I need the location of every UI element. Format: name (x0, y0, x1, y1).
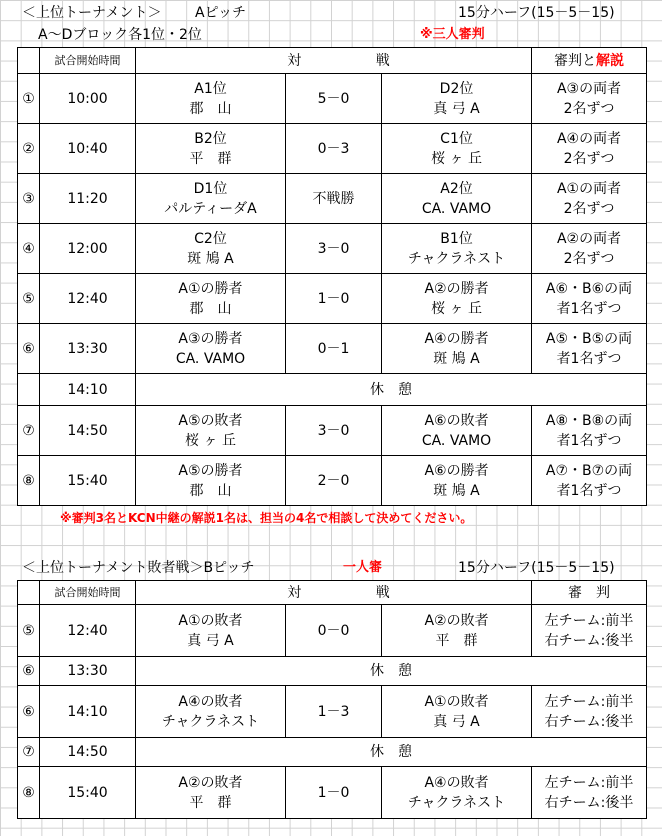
section2-referee-note: 一人審 (343, 560, 383, 575)
schedule-table-2 (17, 580, 647, 819)
footnote: ※審判3名とKCN中継の解説1名は、担当の4名で相談して決めてください。 (60, 511, 473, 525)
section1-referee-note: ※三人審判 (420, 27, 485, 42)
table-row: ⑦ 14:50 A⑤の敗者 桜 ヶ 丘 3－0 A⑥の敗者 CA. VAMO A⑧・B⑧の両 者1名ずつ (18, 406, 647, 456)
section1-subtitle: A～Dブロック各1位・2位 (38, 27, 202, 43)
break-row: ⑥ 13:30 休 憩 (18, 657, 647, 686)
table-row: ① 10:00 A1位 郡 山 5－0 D2位 真 弓 A A③の両者 2名ずつ (18, 74, 647, 124)
table-row: ③ 11:20 D1位 パルティーダA 不戦勝 A2位 CA. VAMO A①の両者 2名ずつ (18, 174, 647, 224)
table-row: ⑥ 14:10 A④の敗者 チャクラネスト 1－3 A①の敗者 真 弓 A 左チーム:前半 右チーム:後半 (18, 686, 647, 738)
section1-pitch: Aピッチ (195, 5, 247, 21)
table-header-row (18, 48, 647, 74)
header-match: 対 戦 (136, 48, 532, 74)
table-row: ⑧ 15:40 A⑤の勝者 郡 山 2－0 A⑥の勝者 斑 鳩 A A⑦・B⑦の両 者1名ずつ (18, 456, 647, 506)
table-row: ② 10:40 B2位 平 群 0－3 C1位 桜 ヶ 丘 A④の両者 2名ずつ (18, 124, 647, 174)
section2-format: 15分ハーフ(15－5－15) (458, 560, 615, 576)
table-row: ⑤ 12:40 A①の勝者 郡 山 1－0 A②の勝者 桜 ヶ 丘 A⑥・B⑥の両 者1名ずつ (18, 274, 647, 324)
section1-title: ＜上位トーナメント＞ (22, 5, 162, 21)
header-num (18, 48, 40, 74)
table-row: ④ 12:00 C2位 斑 鳩 A 3－0 B1位 チャクラネスト A②の両者 2名ずつ (18, 224, 647, 274)
table-row: ⑤ 12:40 A①の敗者 真 弓 A 0－0 A②の敗者 平 群 左チーム:前半 右チーム:後半 (18, 605, 647, 657)
table-row: ⑧ 15:40 A②の敗者 平 群 1－0 A④の敗者 チャクラネスト 左チーム:前半 右チーム:後半 (18, 767, 647, 819)
section2-title: ＜上位トーナメント敗者戦＞Bピッチ (22, 560, 255, 576)
header-time: 試合開始時間 (40, 48, 136, 74)
break-row: 14:10 休 憩 (18, 374, 647, 406)
section1-format: 15分ハーフ(15－5－15) (458, 5, 615, 21)
schedule-table-1 (17, 47, 647, 506)
break-row: ⑦ 14:50 休 憩 (18, 738, 647, 767)
table-header-row: 試合開始時間 対 戦 審 判 (18, 581, 647, 605)
table-row: ⑥ 13:30 A③の勝者 CA. VAMO 0－1 A④の勝者 斑 鳩 A A⑤・B⑤の両 者1名ずつ (18, 324, 647, 374)
header-referee: 審判と解説 (532, 48, 647, 74)
